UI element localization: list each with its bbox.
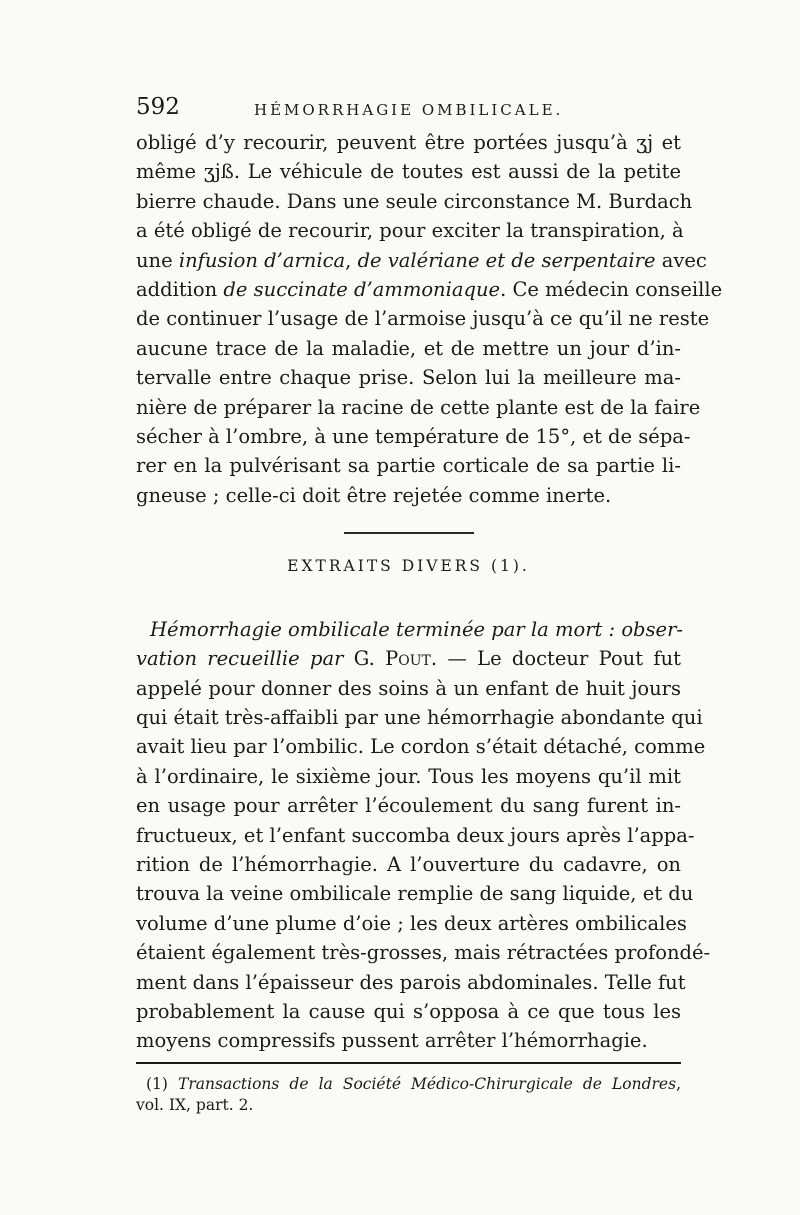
footnote-line: (1) Transactions de la Société Médico-Chirurgicale de Londres, xyxy=(146,1075,681,1094)
text-line: aucune trace de la maladie, et de mettre un jour d’in- xyxy=(136,336,681,360)
paragraph-pout-observation xyxy=(136,615,711,1056)
text-line: probablement la cause qui s’opposa à ce que tous les xyxy=(136,1000,681,1024)
author-name: G. Pout. xyxy=(343,647,438,671)
italic-remedy: de valériane et de serpentaire xyxy=(357,248,656,272)
footnote-line: vol. IX, part. 2. xyxy=(136,1096,254,1115)
text-line: a été obligé de recourir, pour exciter la transpiration, à xyxy=(136,219,684,243)
text-line xyxy=(136,615,681,644)
text-line: qui était très-affaibli par une hémorrhagie abondante qui xyxy=(136,706,703,729)
text-line: avait lieu par l’ombilic. Le cordon s’était détaché, comme xyxy=(136,735,706,759)
text-line: trouva la veine ombilicale remplie de sang liquide, et du xyxy=(136,882,694,906)
text-line: une infusion d’arnica, de valériane et de serpentaire avec xyxy=(136,248,707,272)
text-line: obligé d’y recourir, peuvent être portées jusqu’à ʒj et xyxy=(136,131,681,154)
italic-remedy: de succinate d’ammoniaque xyxy=(223,278,501,302)
paragraph-burdach-treatment xyxy=(136,128,723,510)
text-line: gneuse ; celle-ci doit être rejetée comme inerte. xyxy=(136,483,612,507)
footnote-rule xyxy=(136,1062,681,1065)
section-divider xyxy=(344,532,474,534)
page-header xyxy=(136,94,681,128)
footnote-marker: (1) xyxy=(146,1075,179,1094)
text-line: ment dans l’épaisseur des parois abdominales. Telle fut xyxy=(136,970,686,994)
section-heading: EXTRAITS DIVERS (1). xyxy=(287,556,530,575)
page-number: 592 xyxy=(136,94,180,120)
text-line: rition de l’hémorrhagie. A l’ouverture du cadavre, on xyxy=(136,853,681,877)
text-line: sécher à l’ombre, à une température de 15°, et de sépa- xyxy=(136,425,691,449)
text-line: bierre chaude. Dans une seule circonstance M. Burdach xyxy=(136,189,693,213)
text-line: à l’ordinaire, le sixième jour. Tous les moyens qu’il mit xyxy=(136,764,681,788)
text-line: vation recueillie par G. Pout. — Le docteur Pout fut xyxy=(136,647,681,671)
observation-title: Hémorrhagie ombilicale terminée par la mort : obser- xyxy=(150,617,683,641)
text-line: nière de préparer la racine de cette plante est de la faire xyxy=(136,395,701,419)
text-line: rer en la pulvérisant sa partie corticale de sa partie li- xyxy=(136,454,681,478)
footnote-source-title: Transactions de la Société Médico-Chirurgicale de Londres xyxy=(178,1075,677,1094)
text-line: en usage pour arrêter l’écoulement du sang furent in- xyxy=(136,794,681,818)
text-line: étaient également très-grosses, mais rétractées profondé- xyxy=(136,941,711,965)
text-line: même ʒjß. Le véhicule de toutes est aussi de la petite xyxy=(136,160,681,184)
italic-remedy: infusion d’arnica xyxy=(178,248,346,272)
observation-title: vation recueillie par xyxy=(136,647,344,671)
text-line: fructueux, et l’enfant succomba deux jours après l’appa- xyxy=(136,823,695,847)
text-line: addition de succinate d’ammoniaque. Ce médecin conseille xyxy=(136,278,723,302)
text-line: appelé pour donner des soins à un enfant de huit jours xyxy=(136,676,681,700)
text-line: tervalle entre chaque prise. Selon lui la meilleure ma- xyxy=(136,366,681,390)
running-title: HÉMORRHAGIE OMBILICALE. xyxy=(254,101,564,119)
text-line: volume d’une plume d’oie ; les deux artères ombilicales xyxy=(136,911,687,935)
text-line: moyens compressifs pussent arrêter l’hémorrhagie. xyxy=(136,1029,648,1053)
document-page xyxy=(136,94,723,1116)
footnote xyxy=(136,1074,681,1116)
text-line: de continuer l’usage de l’armoise jusqu’à ce qu’il ne reste xyxy=(136,307,710,331)
